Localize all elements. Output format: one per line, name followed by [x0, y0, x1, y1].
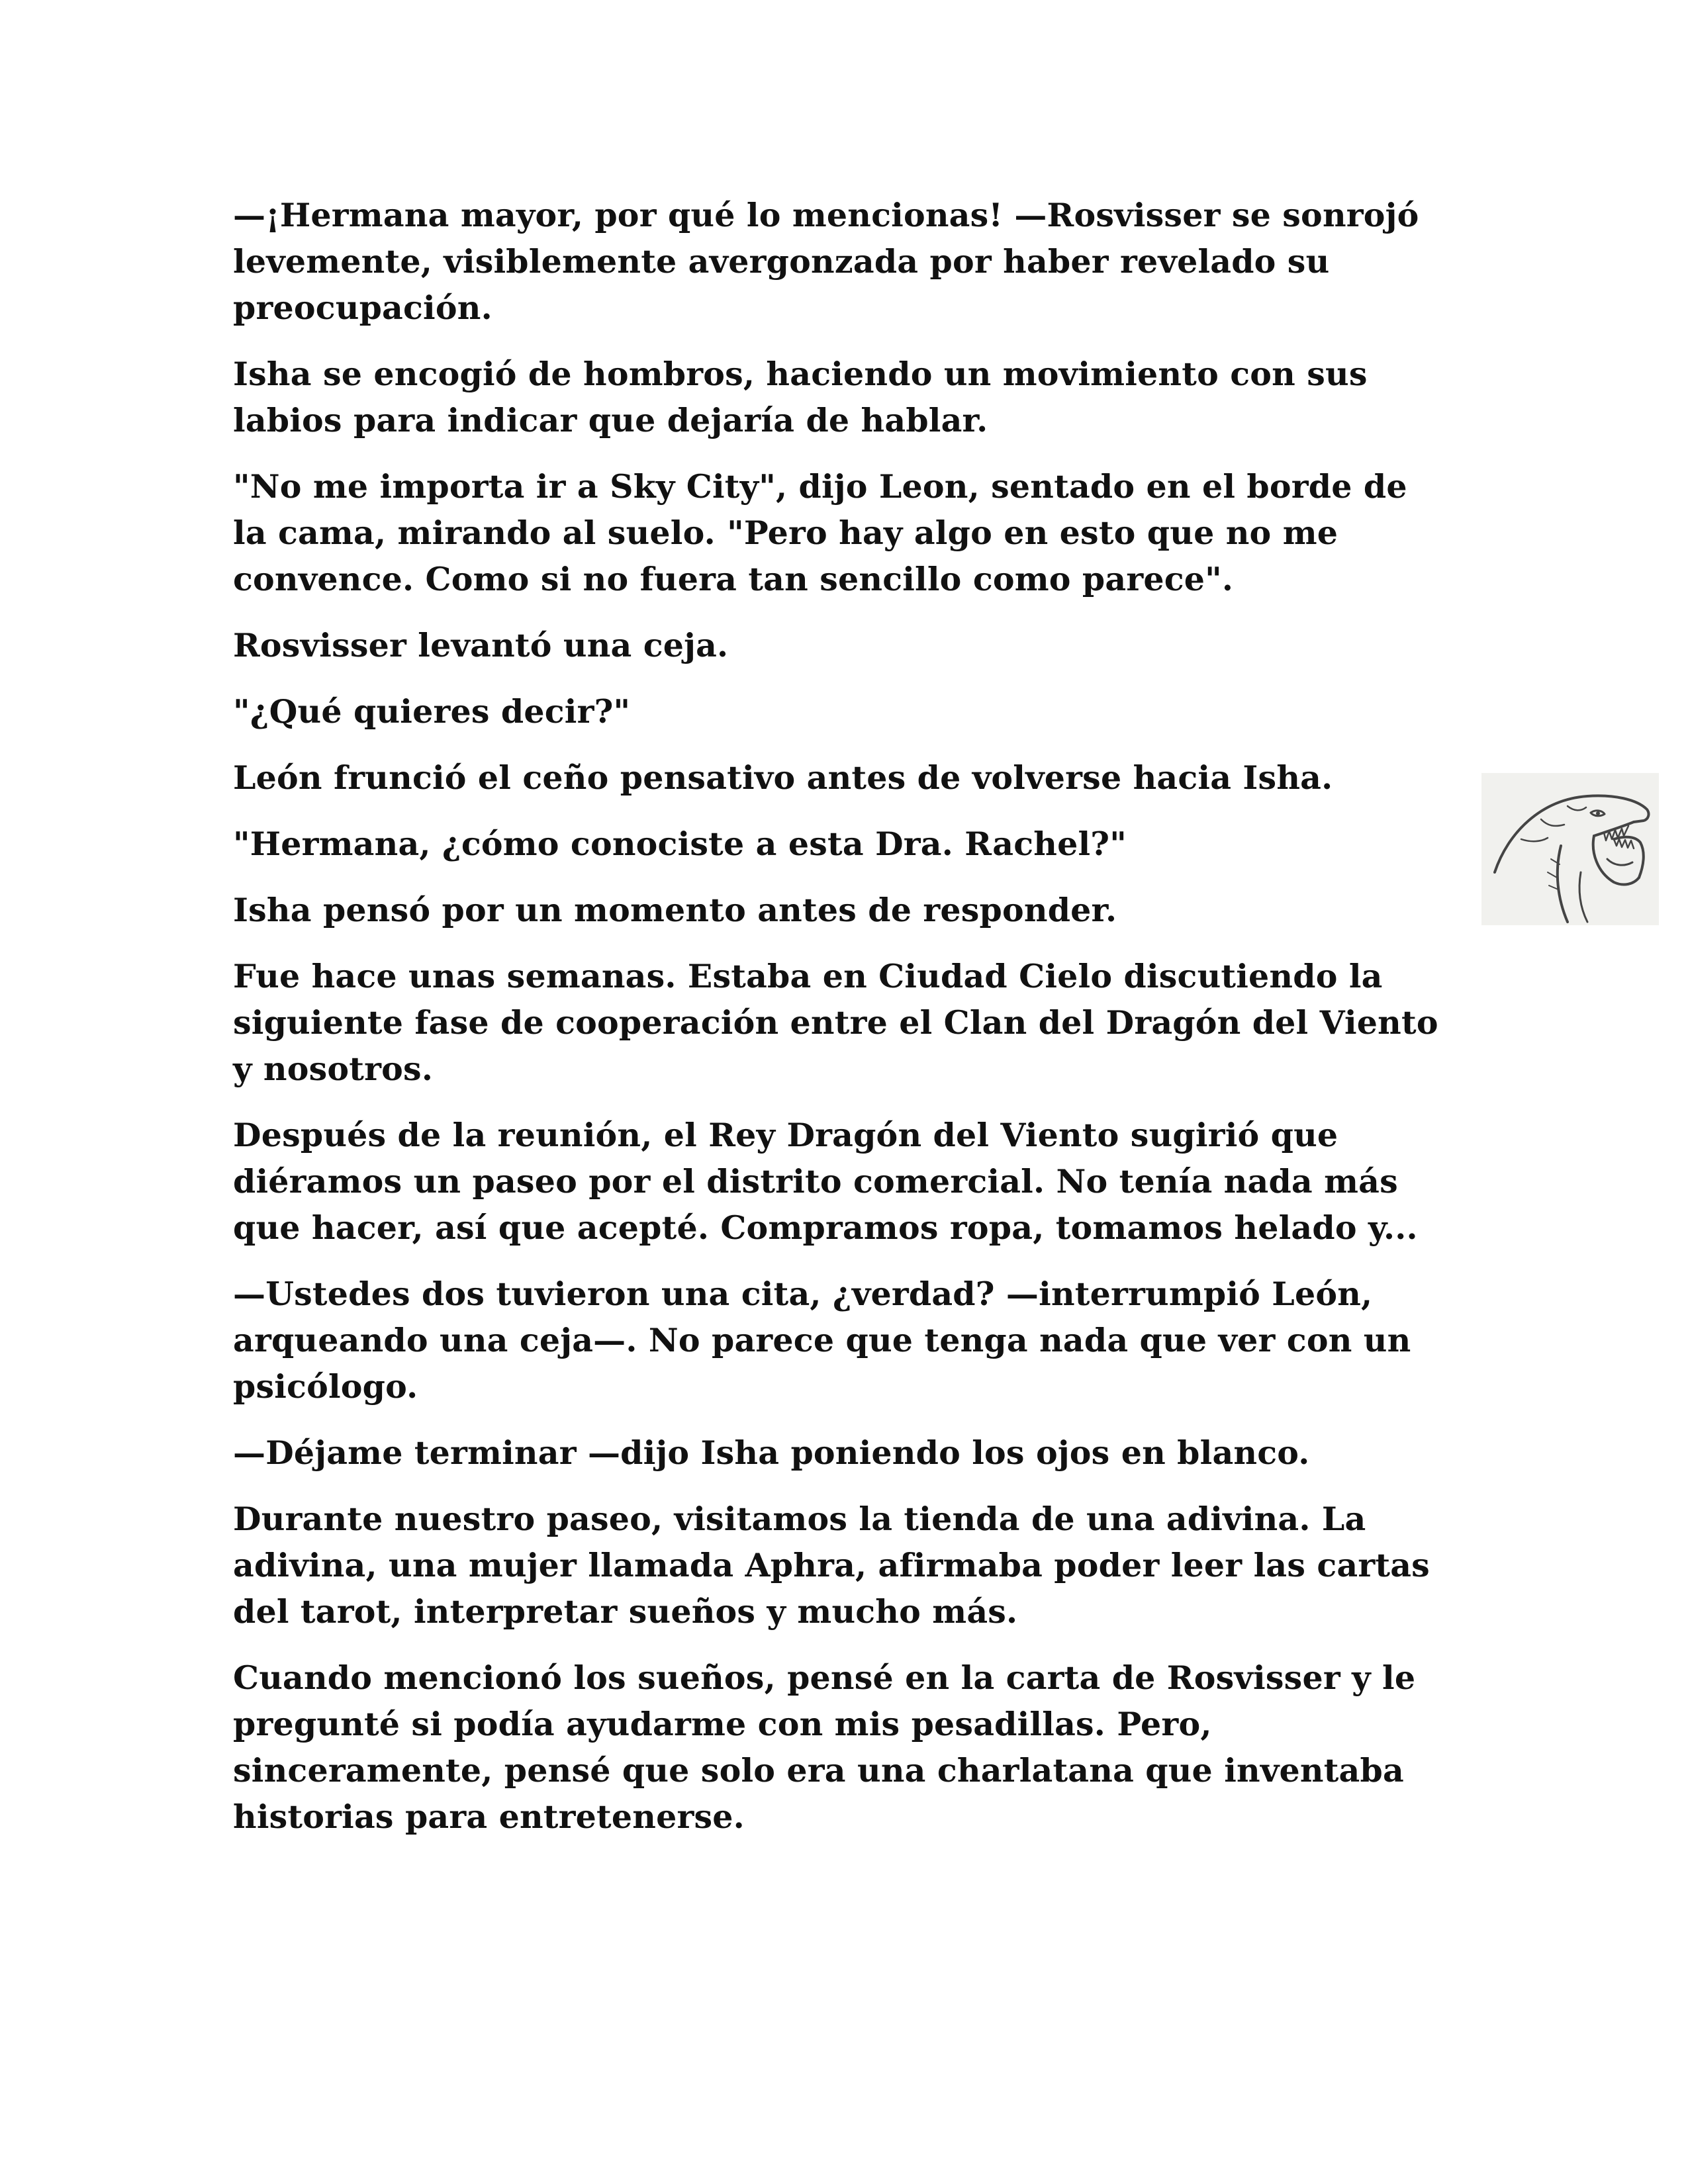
paragraph: "Hermana, ¿cómo conociste a esta Dra. Rachel?" [233, 825, 1127, 863]
dinosaur-sketch-icon [1481, 773, 1659, 925]
paragraph: Después de la reunión, el Rey Dragón del Viento sugirió que diéramos un paseo por el distrito comercial. No tenía nada más que hacer, así que acepté. Compramos ropa, tomamos helado y... [233, 1116, 1418, 1247]
paragraph: "No me importa ir a Sky City", dijo Leon, sentado en el borde de la cama, mirando al suelo. "Pero hay algo en esto que no me convence. Como si no fuera tan sencillo como parece". [233, 467, 1407, 598]
paragraph: "¿Qué quieres decir?" [233, 692, 631, 731]
paragraph: —Ustedes dos tuvieron una cita, ¿verdad? —interrumpió León, arqueando una ceja—. No parece que tenga nada que ver con un psicólogo. [233, 1275, 1411, 1406]
paragraph: León frunció el ceño pensativo antes de volverse hacia Isha. [233, 758, 1333, 797]
paragraph: Durante nuestro paseo, visitamos la tienda de una adivina. La adivina, una mujer llamada Aphra, afirmaba poder leer las cartas del tarot, interpretar sueños y mucho más. [233, 1500, 1430, 1631]
paragraph: Fue hace unas semanas. Estaba en Ciudad Cielo discutiendo la siguiente fase de cooperación entre el Clan del Dragón del Viento y nosotros. [233, 957, 1438, 1088]
paragraph: Cuando mencionó los sueños, pensé en la carta de Rosvisser y le pregunté si podía ayudarme con mis pesadillas. Pero, sinceramente, pensé que solo era una charlatana que inventaba historias para entretenerse. [233, 1659, 1416, 1836]
body-text [233, 192, 1451, 1860]
paragraph: Isha pensó por un momento antes de responder. [233, 891, 1117, 929]
paragraph: Isha se encogió de hombros, haciendo un movimiento con sus labios para indicar que dejaría de hablar. [233, 355, 1368, 439]
paragraph: Rosvisser levantó una ceja. [233, 626, 729, 664]
paragraph: —Déjame terminar —dijo Isha poniendo los ojos en blanco. [233, 1433, 1310, 1472]
paragraph: —¡Hermana mayor, por qué lo mencionas! —Rosvisser se sonrojó levemente, visiblemente avergonzada por haber revelado su preocupación. [233, 196, 1419, 327]
